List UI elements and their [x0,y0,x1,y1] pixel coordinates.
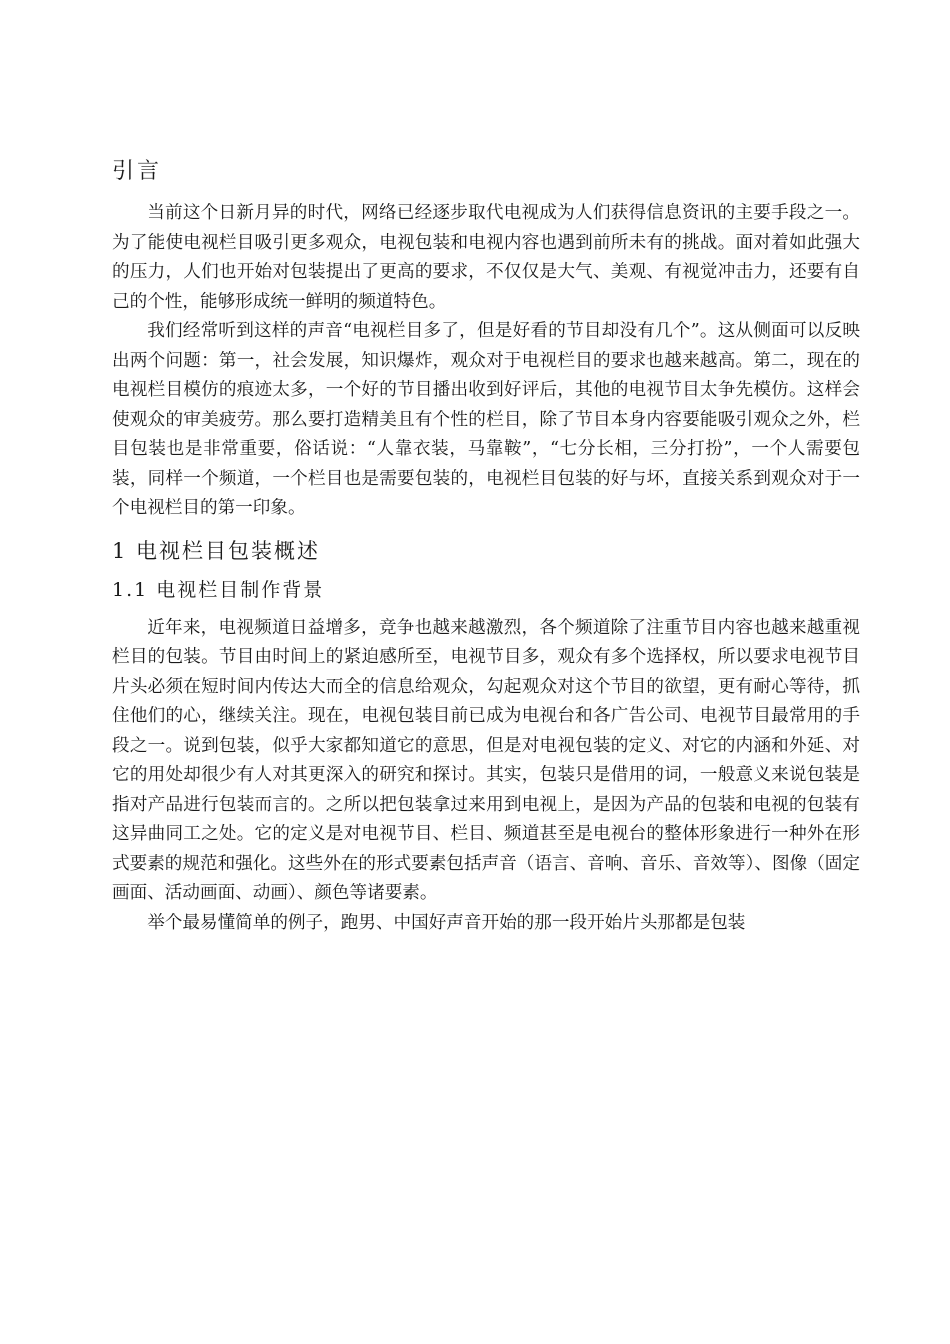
spacer [112,189,860,199]
section-1-1-heading: 1.1 电视栏目制作背景 [112,578,325,601]
section-1-1-paragraph-1: 近年来，电视频道日益增多，竞争也越来越激烈，各个频道除了注重节目内容也越来越重视栏目的包装。节目由时间上的紧迫感所至，电视节目多，观众有多个选择权，所以要求电视节目片头必须在短时间内传达大而全的信息给观众，勾起观众对这个节目的欲望，更有耐心等待，抓住他们的心，继续关注。现在，电视包装目前已成为电视台和各广告公司、电视节目最常用的手段之一。说到包装，似乎大家都知道它的意思，但是对电视包装的定义、对它的内涵和外延、对它的用处却很少有人对其更深入的研究和探讨。其实，包装只是借用的词，一般意义来说包装是指对产品进行包装而言的。之所以把包装拿过来用到电视上，是因为产品的包装和电视的包装有这异曲同工之处。它的定义是对电视节目、栏目、频道甚至是电视台的整体形象进行一种外在形式要素的规范和强化。这些外在的形式要素包括声音（语言、音响、音乐、音效等）、图像（固定画面、活动画面、动画）、颜色等诸要素。 [112,617,860,903]
intro-paragraph-2: 我们经常听到这样的声音“电视栏目多了，但是好看的节目却没有几个”。这从侧面可以反映出两个问题：第一，社会发展，知识爆炸，观众对于电视栏目的要求也越来越高。第二，现在的电视栏目模仿的痕迹太多，一个好的节目播出收到好评后，其他的电视节目太争先模仿。这样会使观众的审美疲劳。那么要打造精美且有个性的栏目，除了节目本身内容要能吸引观众之外，栏目包装也是非常重要，俗话说：“人靠衣装，马靠鞍”，“七分长相，三分打扮”，一个人需要包装，同样一个频道，一个栏目也是需要包装的，电视栏目包装的好与坏，直接关系到观众对于一个电视栏目的第一印象。 [112,321,860,518]
intro-heading: 引言 [112,159,163,184]
intro-paragraph-1: 当前这个日新月异的时代，网络已经逐步取代电视成为人们获得信息资讯的主要手段之一。为了能使电视栏目吸引更多观众，电视包装和电视内容也遇到前所未有的挑战。面对着如此强大的压力，人们也开始对包装提出了更高的要求，不仅仅是大气、美观、有视觉冲击力，还要有自己的个性，能够形成统一鲜明的频道特色。 [112,203,860,312]
document-page [112,155,860,938]
section-1-1-paragraph-2: 举个最易懂简单的例子，跑男、中国好声音开始的那一段开始片头那都是包装 [147,912,746,933]
section-1-heading: 1 电视栏目包装概述 [112,538,321,563]
